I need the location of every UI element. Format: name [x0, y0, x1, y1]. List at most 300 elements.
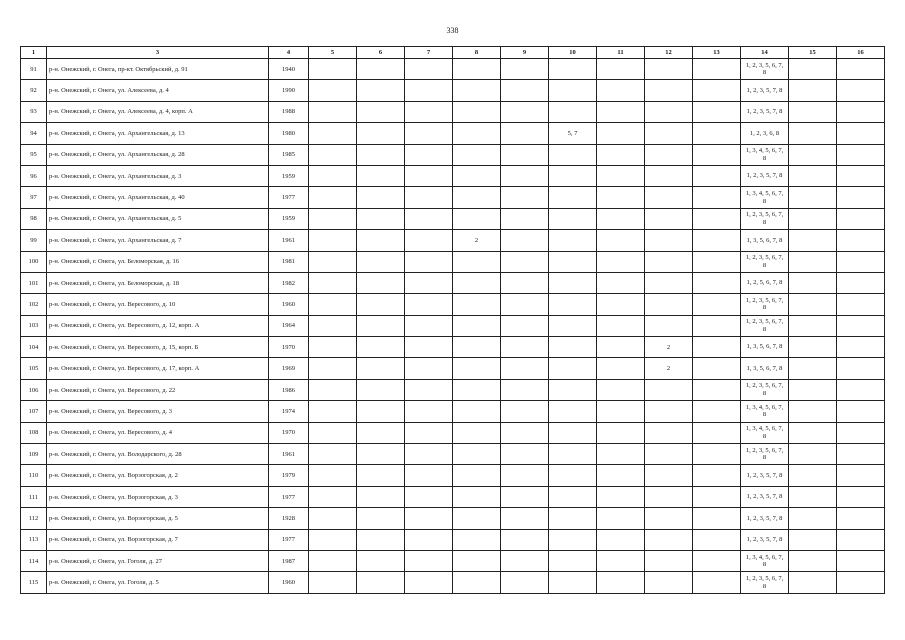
col-11-cell	[597, 230, 645, 251]
col-10-cell	[549, 358, 597, 379]
col-12-cell	[645, 208, 693, 229]
col-7-cell	[405, 294, 453, 315]
column-header: 16	[837, 47, 885, 59]
col-7-cell	[405, 123, 453, 144]
row-number-cell: 99	[21, 230, 47, 251]
col-13-cell	[693, 80, 741, 101]
col-14-cell: 1, 2, 3, 5, 6, 7, 8	[741, 315, 789, 336]
row-number-cell: 115	[21, 572, 47, 593]
col-12-cell	[645, 315, 693, 336]
col-12-cell	[645, 486, 693, 507]
col-6-cell	[357, 230, 405, 251]
col-7-cell	[405, 272, 453, 293]
col-16-cell	[837, 251, 885, 272]
year-cell: 1959	[269, 208, 309, 229]
col-8-cell	[453, 272, 501, 293]
col-6-cell	[357, 59, 405, 80]
col-12-cell	[645, 508, 693, 529]
col-13-cell	[693, 123, 741, 144]
year-cell: 1970	[269, 422, 309, 443]
col-8-cell	[453, 572, 501, 593]
row-number-cell: 100	[21, 251, 47, 272]
col-14-cell: 1, 2, 3, 5, 7, 8	[741, 508, 789, 529]
col-16-cell	[837, 59, 885, 80]
address-cell: р-н. Онежский, г. Онега, ул. Архангельская, д. 28	[47, 144, 269, 165]
col-13-cell	[693, 465, 741, 486]
col-13-cell	[693, 508, 741, 529]
col-9-cell	[501, 230, 549, 251]
col-12-cell	[645, 165, 693, 186]
col-11-cell	[597, 508, 645, 529]
col-16-cell	[837, 272, 885, 293]
col-11-cell	[597, 123, 645, 144]
col-8-cell	[453, 550, 501, 571]
col-5-cell	[309, 358, 357, 379]
table-row	[21, 101, 885, 122]
col-9-cell	[501, 272, 549, 293]
col-6-cell	[357, 80, 405, 101]
year-cell: 1928	[269, 508, 309, 529]
col-9-cell	[501, 444, 549, 465]
col-13-cell	[693, 444, 741, 465]
col-12-cell	[645, 187, 693, 208]
row-number-cell: 102	[21, 294, 47, 315]
col-9-cell	[501, 59, 549, 80]
col-15-cell	[789, 230, 837, 251]
col-12-cell	[645, 444, 693, 465]
address-cell: р-н. Онежский, г. Онега, ул. Гоголя, д. 27	[47, 550, 269, 571]
col-16-cell	[837, 144, 885, 165]
col-15-cell	[789, 572, 837, 593]
row-number-cell: 110	[21, 465, 47, 486]
row-number-cell: 111	[21, 486, 47, 507]
col-14-cell: 1, 3, 4, 5, 6, 7, 8	[741, 550, 789, 571]
col-13-cell	[693, 486, 741, 507]
year-cell: 1982	[269, 272, 309, 293]
col-7-cell	[405, 486, 453, 507]
col-15-cell	[789, 59, 837, 80]
col-15-cell	[789, 422, 837, 443]
col-8-cell	[453, 294, 501, 315]
col-15-cell	[789, 294, 837, 315]
year-cell: 1961	[269, 230, 309, 251]
col-9-cell	[501, 144, 549, 165]
col-16-cell	[837, 123, 885, 144]
row-number-cell: 98	[21, 208, 47, 229]
col-14-cell: 1, 2, 3, 5, 6, 7, 8	[741, 444, 789, 465]
table-row	[21, 358, 885, 379]
col-9-cell	[501, 294, 549, 315]
col-7-cell	[405, 187, 453, 208]
address-cell: р-н. Онежский, г. Онега, ул. Вересового, д. 4	[47, 422, 269, 443]
header-row	[21, 47, 885, 59]
col-5-cell	[309, 123, 357, 144]
col-12-cell	[645, 59, 693, 80]
col-11-cell	[597, 486, 645, 507]
col-11-cell	[597, 550, 645, 571]
col-8-cell	[453, 508, 501, 529]
col-7-cell	[405, 444, 453, 465]
col-16-cell	[837, 465, 885, 486]
col-9-cell	[501, 401, 549, 422]
col-11-cell	[597, 59, 645, 80]
col-7-cell	[405, 165, 453, 186]
column-header: 6	[357, 47, 405, 59]
col-13-cell	[693, 165, 741, 186]
col-15-cell	[789, 401, 837, 422]
col-6-cell	[357, 358, 405, 379]
year-cell: 1974	[269, 401, 309, 422]
address-cell: р-н. Онежский, г. Онега, ул. Беломорская, д. 18	[47, 272, 269, 293]
col-16-cell	[837, 486, 885, 507]
column-header: 4	[269, 47, 309, 59]
col-7-cell	[405, 144, 453, 165]
row-number-cell: 107	[21, 401, 47, 422]
col-8-cell	[453, 251, 501, 272]
row-number-cell: 92	[21, 80, 47, 101]
col-10-cell	[549, 550, 597, 571]
col-10-cell	[549, 465, 597, 486]
row-number-cell: 103	[21, 315, 47, 336]
col-10-cell	[549, 165, 597, 186]
col-13-cell	[693, 101, 741, 122]
table-row	[21, 315, 885, 336]
year-cell: 1959	[269, 165, 309, 186]
col-14-cell: 1, 2, 3, 5, 6, 7, 8	[741, 208, 789, 229]
table-row	[21, 550, 885, 571]
table-row	[21, 123, 885, 144]
col-13-cell	[693, 59, 741, 80]
address-cell: р-н. Онежский, г. Онега, ул. Архангельская, д. 13	[47, 123, 269, 144]
col-12-cell	[645, 529, 693, 550]
year-cell: 1977	[269, 486, 309, 507]
year-cell: 1961	[269, 444, 309, 465]
col-5-cell	[309, 165, 357, 186]
col-10-cell	[549, 251, 597, 272]
col-5-cell	[309, 572, 357, 593]
col-12-cell	[645, 123, 693, 144]
row-number-cell: 94	[21, 123, 47, 144]
table-row	[21, 80, 885, 101]
col-15-cell	[789, 508, 837, 529]
col-8-cell	[453, 165, 501, 186]
col-7-cell	[405, 251, 453, 272]
year-cell: 1969	[269, 358, 309, 379]
col-14-cell: 1, 2, 5, 6, 7, 8	[741, 272, 789, 293]
col-10-cell	[549, 508, 597, 529]
col-6-cell	[357, 465, 405, 486]
col-11-cell	[597, 315, 645, 336]
col-11-cell	[597, 294, 645, 315]
col-14-cell: 1, 2, 3, 5, 7, 8	[741, 80, 789, 101]
col-15-cell	[789, 101, 837, 122]
table-row	[21, 165, 885, 186]
col-11-cell	[597, 572, 645, 593]
col-10-cell	[549, 572, 597, 593]
col-14-cell: 1, 3, 5, 6, 7, 8	[741, 337, 789, 358]
col-10-cell	[549, 208, 597, 229]
col-16-cell	[837, 529, 885, 550]
address-cell: р-н. Онежский, г. Онега, ул. Гоголя, д. 5	[47, 572, 269, 593]
row-number-cell: 108	[21, 422, 47, 443]
col-16-cell	[837, 294, 885, 315]
col-5-cell	[309, 251, 357, 272]
table-row	[21, 337, 885, 358]
column-header: 11	[597, 47, 645, 59]
col-7-cell	[405, 337, 453, 358]
col-14-cell: 1, 3, 4, 5, 6, 7, 8	[741, 144, 789, 165]
row-number-cell: 113	[21, 529, 47, 550]
col-16-cell	[837, 230, 885, 251]
col-16-cell	[837, 401, 885, 422]
col-9-cell	[501, 123, 549, 144]
year-cell: 1980	[269, 123, 309, 144]
col-15-cell	[789, 251, 837, 272]
col-5-cell	[309, 465, 357, 486]
col-5-cell	[309, 486, 357, 507]
year-cell: 1979	[269, 465, 309, 486]
col-5-cell	[309, 187, 357, 208]
col-13-cell	[693, 358, 741, 379]
year-cell: 1986	[269, 379, 309, 400]
col-8-cell	[453, 529, 501, 550]
col-15-cell	[789, 465, 837, 486]
col-10-cell	[549, 272, 597, 293]
col-10-cell	[549, 315, 597, 336]
table-row	[21, 59, 885, 80]
col-16-cell	[837, 101, 885, 122]
col-5-cell	[309, 508, 357, 529]
col-6-cell	[357, 486, 405, 507]
year-cell: 1981	[269, 251, 309, 272]
col-9-cell	[501, 315, 549, 336]
col-6-cell	[357, 187, 405, 208]
year-cell: 1960	[269, 294, 309, 315]
col-13-cell	[693, 401, 741, 422]
col-14-cell: 1, 2, 3, 5, 6, 7, 8	[741, 251, 789, 272]
register-table	[20, 46, 885, 594]
table-row	[21, 379, 885, 400]
col-14-cell: 1, 3, 5, 6, 7, 8	[741, 230, 789, 251]
address-cell: р-н. Онежский, г. Онега, ул. Ворзогорская, д. 5	[47, 508, 269, 529]
col-15-cell	[789, 337, 837, 358]
col-6-cell	[357, 294, 405, 315]
column-header: 5	[309, 47, 357, 59]
col-13-cell	[693, 208, 741, 229]
col-5-cell	[309, 337, 357, 358]
col-15-cell	[789, 208, 837, 229]
table-row	[21, 422, 885, 443]
address-cell: р-н. Онежский, г. Онега, ул. Вересового, д. 3	[47, 401, 269, 422]
col-7-cell	[405, 59, 453, 80]
col-8-cell	[453, 358, 501, 379]
col-12-cell: 2	[645, 358, 693, 379]
col-11-cell	[597, 272, 645, 293]
address-cell: р-н. Онежский, г. Онега, ул. Алексеева, д. 4, корп. А	[47, 101, 269, 122]
col-5-cell	[309, 80, 357, 101]
col-12-cell	[645, 550, 693, 571]
col-9-cell	[501, 550, 549, 571]
col-6-cell	[357, 208, 405, 229]
table-row	[21, 272, 885, 293]
col-14-cell: 1, 2, 3, 5, 7, 8	[741, 529, 789, 550]
col-10-cell	[549, 401, 597, 422]
col-14-cell: 1, 2, 3, 5, 6, 7, 8	[741, 572, 789, 593]
col-11-cell	[597, 379, 645, 400]
col-10-cell	[549, 444, 597, 465]
col-16-cell	[837, 572, 885, 593]
col-9-cell	[501, 165, 549, 186]
address-cell: р-н. Онежский, г. Онега, ул. Вересового, д. 15, корп. Б	[47, 337, 269, 358]
row-number-cell: 96	[21, 165, 47, 186]
col-14-cell: 1, 2, 3, 6, 8	[741, 123, 789, 144]
col-9-cell	[501, 358, 549, 379]
col-16-cell	[837, 165, 885, 186]
row-number-cell: 93	[21, 101, 47, 122]
address-cell: р-н. Онежский, г. Онега, ул. Вересового, д. 12, корп. А	[47, 315, 269, 336]
address-cell: р-н. Онежский, г. Онега, ул. Архангельская, д. 5	[47, 208, 269, 229]
col-10-cell	[549, 144, 597, 165]
col-10-cell	[549, 187, 597, 208]
column-header: 13	[693, 47, 741, 59]
col-14-cell: 1, 2, 3, 5, 7, 8	[741, 101, 789, 122]
col-10-cell	[549, 59, 597, 80]
table-row	[21, 294, 885, 315]
col-7-cell	[405, 315, 453, 336]
col-6-cell	[357, 251, 405, 272]
col-14-cell: 1, 2, 3, 5, 7, 8	[741, 165, 789, 186]
col-13-cell	[693, 572, 741, 593]
col-11-cell	[597, 144, 645, 165]
table-row	[21, 401, 885, 422]
col-8-cell	[453, 337, 501, 358]
col-9-cell	[501, 80, 549, 101]
col-7-cell	[405, 101, 453, 122]
row-number-cell: 114	[21, 550, 47, 571]
year-cell: 1960	[269, 572, 309, 593]
col-7-cell	[405, 208, 453, 229]
col-16-cell	[837, 80, 885, 101]
col-9-cell	[501, 337, 549, 358]
column-header: 14	[741, 47, 789, 59]
col-10-cell	[549, 486, 597, 507]
col-13-cell	[693, 251, 741, 272]
col-14-cell: 1, 3, 5, 6, 7, 8	[741, 358, 789, 379]
col-10-cell	[549, 422, 597, 443]
year-cell: 1964	[269, 315, 309, 336]
col-5-cell	[309, 550, 357, 571]
col-15-cell	[789, 529, 837, 550]
col-11-cell	[597, 422, 645, 443]
year-cell: 1970	[269, 337, 309, 358]
address-cell: р-н. Онежский, г. Онега, ул. Архангельская, д. 40	[47, 187, 269, 208]
column-header: 9	[501, 47, 549, 59]
col-13-cell	[693, 294, 741, 315]
col-15-cell	[789, 379, 837, 400]
col-5-cell	[309, 272, 357, 293]
col-7-cell	[405, 550, 453, 571]
col-13-cell	[693, 144, 741, 165]
address-cell: р-н. Онежский, г. Онега, ул. Ворзогорская, д. 7	[47, 529, 269, 550]
col-8-cell	[453, 59, 501, 80]
table-row	[21, 529, 885, 550]
col-12-cell	[645, 379, 693, 400]
col-14-cell: 1, 2, 3, 5, 7, 8	[741, 486, 789, 507]
col-6-cell	[357, 144, 405, 165]
col-12-cell	[645, 144, 693, 165]
table-row	[21, 508, 885, 529]
col-15-cell	[789, 444, 837, 465]
col-6-cell	[357, 529, 405, 550]
col-6-cell	[357, 272, 405, 293]
col-11-cell	[597, 251, 645, 272]
col-5-cell	[309, 401, 357, 422]
year-cell: 1990	[269, 80, 309, 101]
col-12-cell	[645, 572, 693, 593]
col-7-cell	[405, 401, 453, 422]
col-8-cell	[453, 379, 501, 400]
col-14-cell: 1, 2, 3, 5, 6, 7, 8	[741, 379, 789, 400]
col-9-cell	[501, 422, 549, 443]
col-8-cell: 2	[453, 230, 501, 251]
col-11-cell	[597, 358, 645, 379]
year-cell: 1985	[269, 144, 309, 165]
col-7-cell	[405, 508, 453, 529]
col-12-cell	[645, 422, 693, 443]
col-8-cell	[453, 123, 501, 144]
col-11-cell	[597, 80, 645, 101]
col-11-cell	[597, 465, 645, 486]
col-10-cell: 5, 7	[549, 123, 597, 144]
col-5-cell	[309, 529, 357, 550]
row-number-cell: 97	[21, 187, 47, 208]
col-14-cell: 1, 2, 3, 5, 6, 7, 8	[741, 59, 789, 80]
col-13-cell	[693, 187, 741, 208]
col-5-cell	[309, 144, 357, 165]
col-5-cell	[309, 444, 357, 465]
col-13-cell	[693, 315, 741, 336]
col-11-cell	[597, 165, 645, 186]
col-15-cell	[789, 123, 837, 144]
col-15-cell	[789, 272, 837, 293]
col-6-cell	[357, 508, 405, 529]
col-9-cell	[501, 379, 549, 400]
col-5-cell	[309, 208, 357, 229]
col-10-cell	[549, 379, 597, 400]
col-10-cell	[549, 529, 597, 550]
address-cell: р-н. Онежский, г. Онега, пр-кт. Октябрьский, д. 91	[47, 59, 269, 80]
col-6-cell	[357, 444, 405, 465]
col-11-cell	[597, 101, 645, 122]
col-6-cell	[357, 422, 405, 443]
col-8-cell	[453, 101, 501, 122]
col-13-cell	[693, 272, 741, 293]
col-9-cell	[501, 187, 549, 208]
col-12-cell	[645, 80, 693, 101]
col-16-cell	[837, 315, 885, 336]
row-number-cell: 109	[21, 444, 47, 465]
col-7-cell	[405, 529, 453, 550]
col-7-cell	[405, 358, 453, 379]
column-header: 10	[549, 47, 597, 59]
address-cell: р-н. Онежский, г. Онега, ул. Володарского, д. 28	[47, 444, 269, 465]
address-cell: р-н. Онежский, г. Онега, ул. Ворзогорская, д. 3	[47, 486, 269, 507]
col-8-cell	[453, 208, 501, 229]
address-cell: р-н. Онежский, г. Онега, ул. Вересового, д. 17, корп. А	[47, 358, 269, 379]
col-9-cell	[501, 486, 549, 507]
col-6-cell	[357, 401, 405, 422]
col-13-cell	[693, 550, 741, 571]
